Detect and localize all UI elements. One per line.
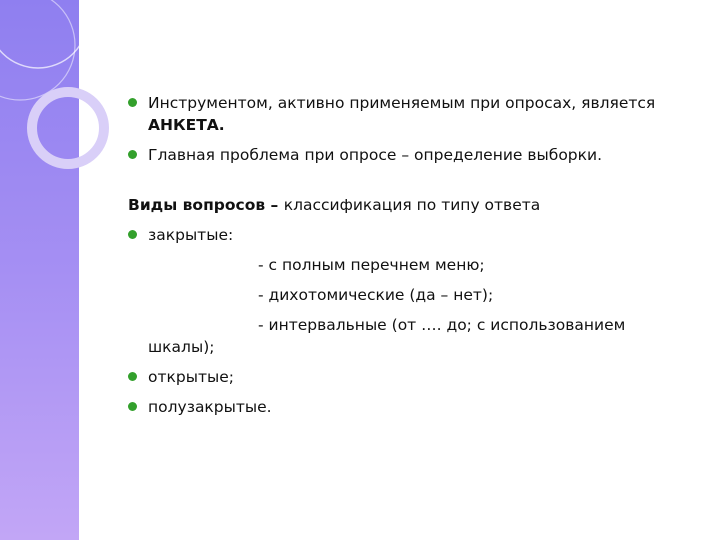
section-heading-rest: классификация по типу ответа	[283, 196, 541, 214]
section-heading	[128, 194, 698, 216]
sub-item	[128, 284, 698, 306]
slide-content	[128, 92, 698, 418]
sub-item-text-continued: шкалы);	[148, 338, 215, 356]
bullet-item	[128, 396, 698, 418]
sub-item-wrapped	[128, 314, 698, 358]
sub-item-text: - с полным перечнем меню;	[258, 256, 485, 274]
bullet-dot-icon	[128, 402, 137, 411]
bullet-item	[128, 92, 698, 136]
bullet-text-bold: АНКЕТА.	[148, 116, 225, 134]
sub-item-text: - интервальные (от …. до; с использованием	[258, 316, 626, 334]
bullet-text: Инструментом, активно применяемым при опросах, является	[148, 94, 656, 112]
bullet-dot-icon	[128, 372, 137, 381]
decor-circle-outline-2	[0, 0, 75, 100]
bullet-dot-icon	[128, 150, 137, 159]
bullet-text: Главная проблема при опросе – определение выборки.	[148, 146, 603, 164]
section-heading-bold: Виды вопросов –	[128, 196, 284, 214]
sub-item-text: - дихотомические (да – нет);	[258, 286, 494, 304]
bullet-item	[128, 366, 698, 388]
decor-ring	[32, 92, 104, 164]
bullet-text: полузакрытые.	[148, 398, 272, 416]
sub-item	[128, 254, 698, 276]
bullet-dot-icon	[128, 98, 137, 107]
decor-circle-outline	[0, 0, 88, 68]
bullet-item-closed	[128, 224, 698, 246]
bullet-item	[128, 144, 698, 166]
bullet-dot-icon	[128, 230, 137, 239]
bullet-text: открытые;	[148, 368, 234, 386]
bullet-text: закрытые:	[148, 226, 234, 244]
